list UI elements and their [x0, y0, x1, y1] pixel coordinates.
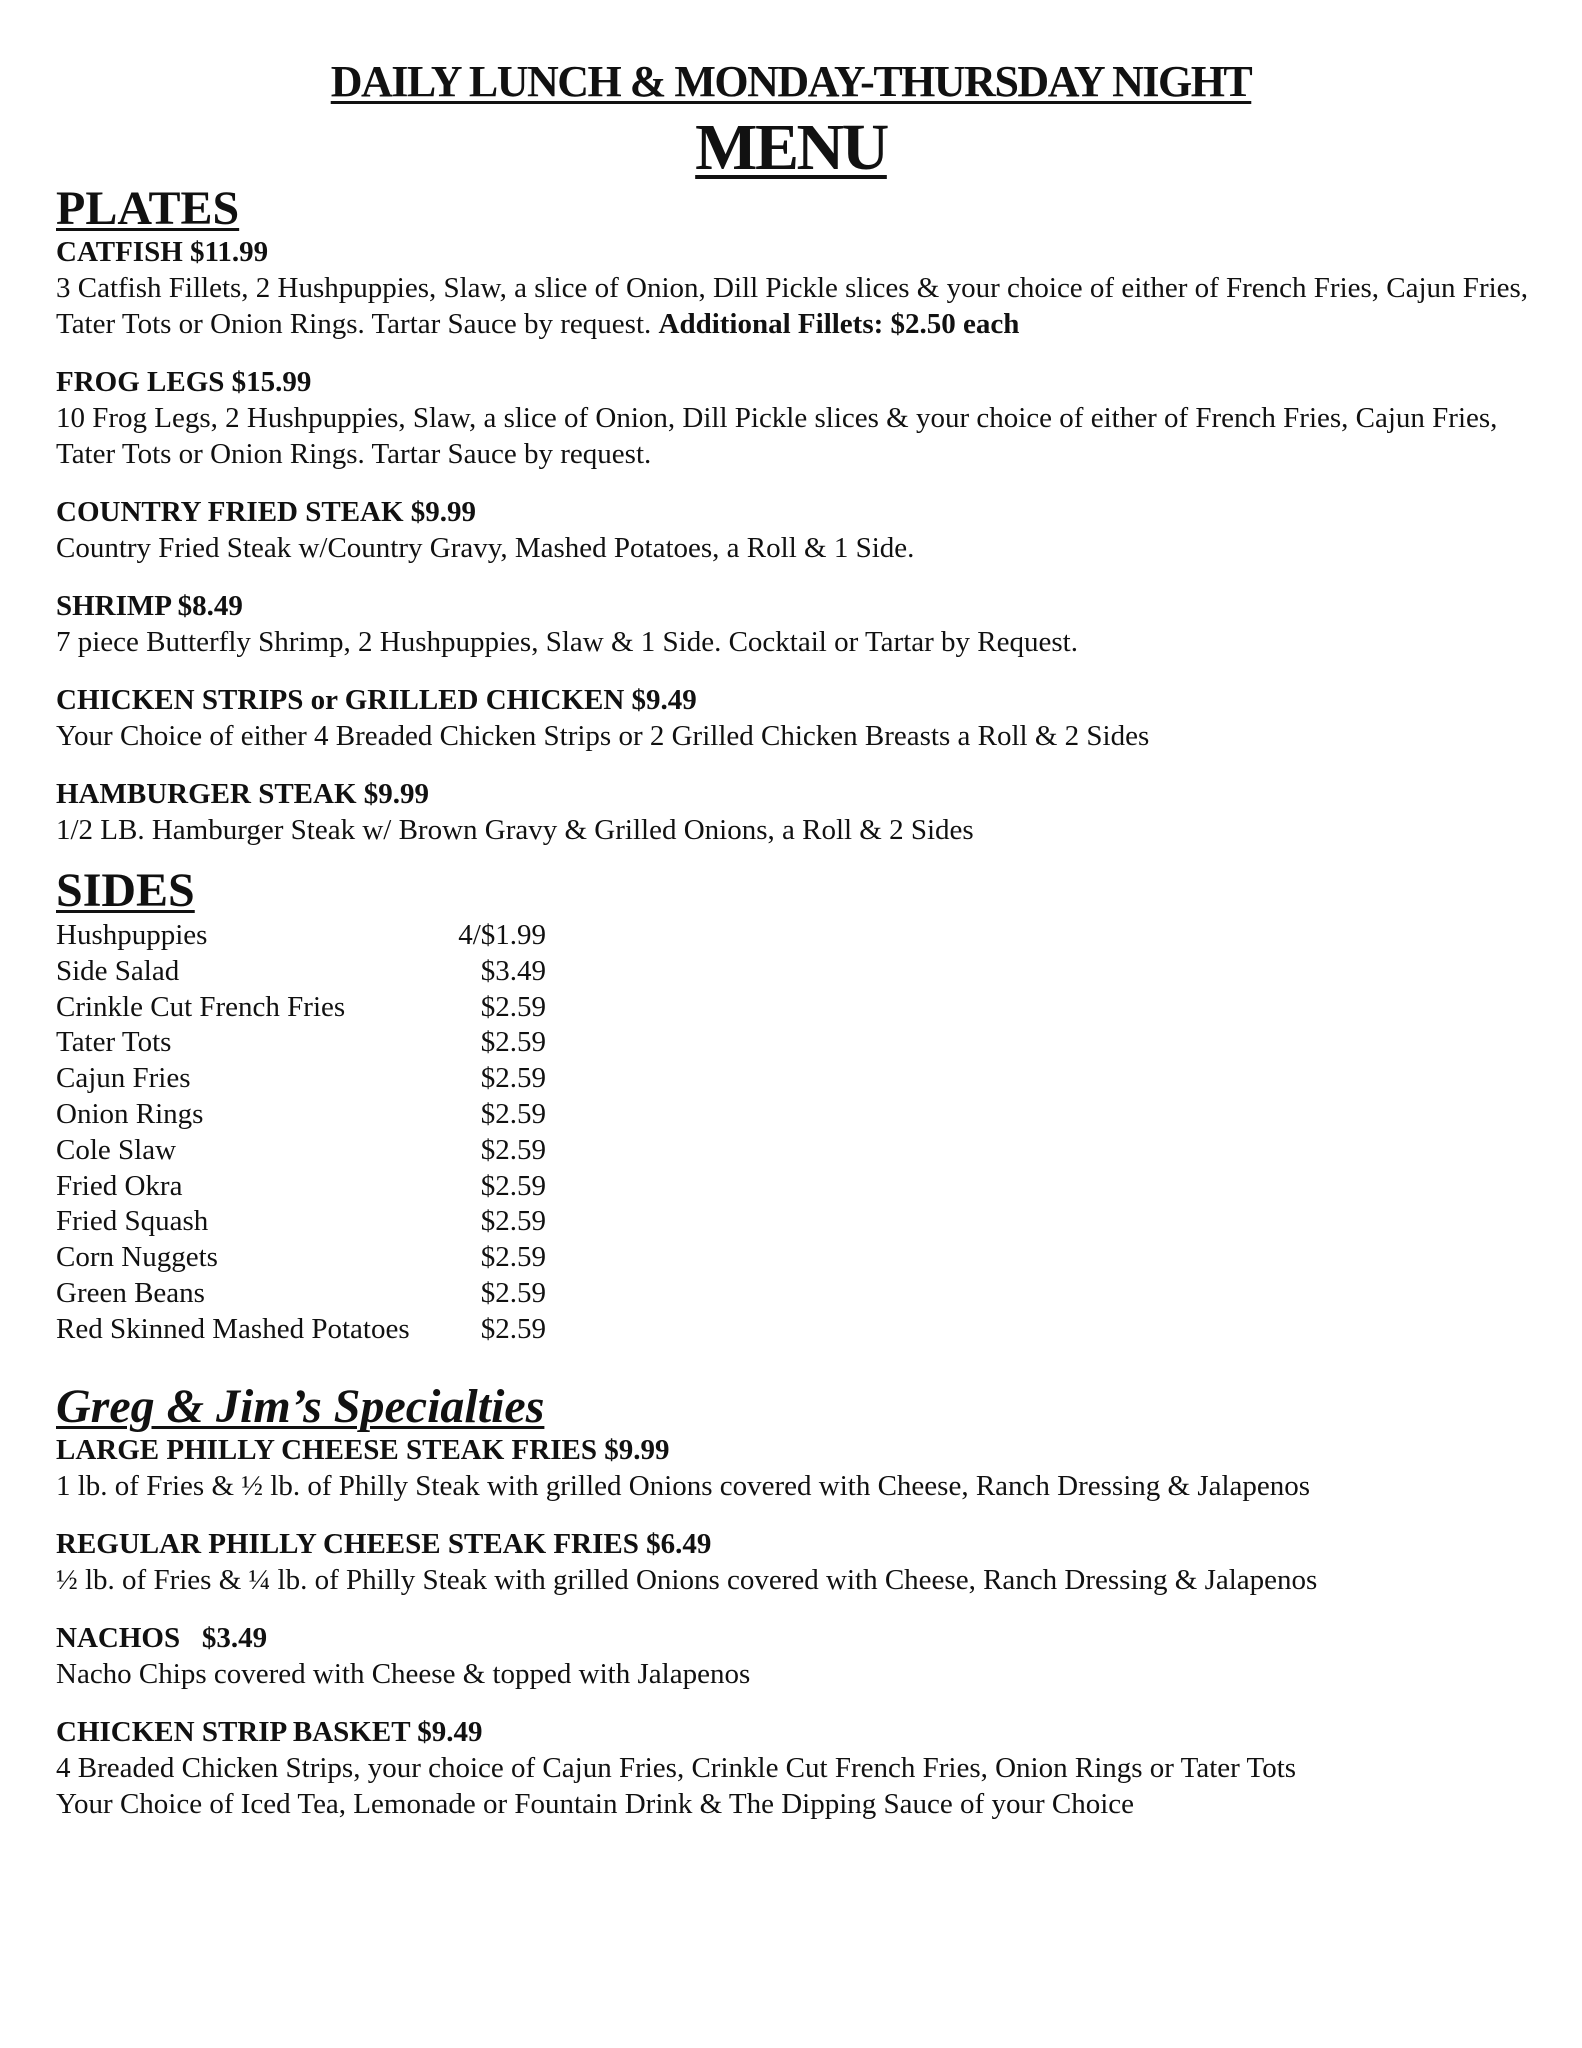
plate-item-chicken: [56, 682, 1536, 754]
specialty-item-desc: Nacho Chips covered with Cheese & topped with Jalapenos: [56, 1657, 751, 1690]
specialty-item-title: NACHOS $3.49: [56, 1621, 268, 1654]
plate-item-desc: 7 piece Butterfly Shrimp, 2 Hushpuppies, Slaw & 1 Side. Cocktail or Tartar by Request.: [56, 626, 1078, 658]
side-name: Fried Okra: [56, 1169, 183, 1202]
side-item: [56, 1240, 546, 1276]
side-price: $2.59: [480, 1026, 546, 1059]
plate-item-shrimp: [56, 588, 1536, 660]
plate-item-title: SHRIMP $8.49: [56, 590, 243, 622]
side-item: [56, 990, 546, 1026]
side-name: Cajun Fries: [56, 1062, 191, 1095]
specialty-item-desc: ½ lb. of Fries & ¼ lb. of Philly Steak with grilled Onions covered with Cheese, Ranch Dressing & Jalapenos: [56, 1563, 1318, 1596]
side-item: [56, 1204, 546, 1240]
side-price: $2.59: [480, 990, 546, 1023]
plate-item-desc: Your Choice of either 4 Breaded Chicken Strips or 2 Grilled Chicken Breasts a Roll & 2 Sides: [56, 720, 1150, 752]
specialty-item-regular-philly: [56, 1526, 1536, 1598]
menu-header-title: MENU: [695, 111, 887, 184]
side-item: [56, 1025, 546, 1061]
specialty-item-desc-2: Your Choice of Iced Tea, Lemonade or Fountain Drink & The Dipping Sauce of your Choice: [56, 1787, 1134, 1820]
specialty-item-title: REGULAR PHILLY CHEESE STEAK FRIES $6.49: [56, 1527, 712, 1560]
plate-item-desc: 10 Frog Legs, 2 Hushpuppies, Slaw, a slice of Onion, Dill Pickle slices & your choice of either of French Fries, Cajun Fries, Tater Tots or Onion Rings. Tartar Sauce by request.: [56, 402, 1498, 470]
menu-content: [56, 184, 1536, 1822]
specialty-item-chicken-strip-basket: [56, 1714, 1536, 1822]
plate-item-title: COUNTRY FRIED STEAK $9.99: [56, 496, 477, 528]
specialty-item-nachos: [56, 1620, 1536, 1692]
side-price: $2.59: [480, 1062, 546, 1095]
plate-item-title: FROG LEGS $15.99: [56, 366, 312, 398]
side-price: 4/$1.99: [458, 919, 546, 951]
plate-item-desc: [56, 270, 1536, 342]
specialties-heading: Greg & Jim’s Specialties: [56, 1379, 545, 1433]
plate-item-frog-legs: [56, 364, 1536, 472]
plate-item-desc-text: 3 Catfish Fillets, 2 Hushpuppies, Slaw, a slice of Onion, Dill Pickle slices & your choice of either of French Fries, Cajun Fries, Tater Tots or Onion Rings. Tartar Sauce by request.: [56, 272, 1529, 340]
side-name: Green Beans: [56, 1276, 205, 1309]
side-item: [56, 1061, 546, 1097]
plate-item-extra: Additional Fillets: $2.50 each: [658, 308, 1020, 340]
side-name: Corn Nuggets: [56, 1241, 218, 1274]
plate-item-title: CATFISH $11.99: [56, 236, 269, 268]
plate-item-catfish: [56, 234, 1536, 342]
side-item: [56, 1169, 546, 1205]
side-item: [56, 1312, 546, 1348]
specialty-item-title: LARGE PHILLY CHEESE STEAK FRIES $9.99: [56, 1433, 670, 1466]
side-price: $2.59: [480, 1276, 546, 1309]
plate-item-hamburger-steak: [56, 776, 1536, 848]
side-price: $2.59: [480, 1241, 546, 1274]
plate-item-desc: Country Fried Steak w/Country Gravy, Mashed Potatoes, a Roll & 1 Side.: [56, 532, 915, 564]
side-price: $2.59: [480, 1205, 546, 1238]
sides-heading: SIDES: [56, 864, 195, 917]
plate-item-title: HAMBURGER STEAK $9.99: [56, 778, 430, 810]
side-name: Side Salad: [56, 954, 180, 987]
side-name: Cole Slaw: [56, 1133, 177, 1166]
plate-item-title: CHICKEN STRIPS or GRILLED CHICKEN $9.49: [56, 684, 697, 716]
side-name: Hushpuppies: [56, 919, 208, 951]
side-price: $2.59: [480, 1097, 546, 1130]
sides-list: [56, 918, 546, 1348]
side-price: $2.59: [480, 1133, 546, 1166]
side-price: $3.49: [480, 954, 546, 987]
side-name: Fried Squash: [56, 1205, 209, 1238]
side-name: Onion Rings: [56, 1097, 204, 1130]
side-price: $2.59: [480, 1169, 546, 1202]
plate-item-desc: 1/2 LB. Hamburger Steak w/ Brown Gravy & Grilled Onions, a Roll & 2 Sides: [56, 814, 974, 846]
specialty-item-desc: 1 lb. of Fries & ½ lb. of Philly Steak with grilled Onions covered with Cheese, Ranch Dressing & Jalapenos: [56, 1469, 1311, 1502]
specialty-item-desc: 4 Breaded Chicken Strips, your choice of Cajun Fries, Crinkle Cut French Fries, Onion Rings or Tater Tots: [56, 1751, 1297, 1784]
side-price: $2.59: [480, 1312, 546, 1345]
side-item: [56, 1133, 546, 1169]
side-item: [56, 918, 546, 954]
specialty-item-large-philly: [56, 1432, 1536, 1504]
side-item: [56, 1276, 546, 1312]
side-name: Red Skinned Mashed Potatoes: [56, 1312, 410, 1345]
plate-item-country-fried-steak: [56, 494, 1536, 566]
plates-heading: PLATES: [56, 182, 240, 235]
side-name: Crinkle Cut French Fries: [56, 990, 346, 1023]
specialty-item-title: CHICKEN STRIP BASKET $9.49: [56, 1715, 483, 1748]
menu-header-subtitle: DAILY LUNCH & MONDAY-THURSDAY NIGHT: [330, 57, 1252, 106]
side-name: Tater Tots: [56, 1026, 172, 1059]
side-item: [56, 954, 546, 990]
side-item: [56, 1097, 546, 1133]
